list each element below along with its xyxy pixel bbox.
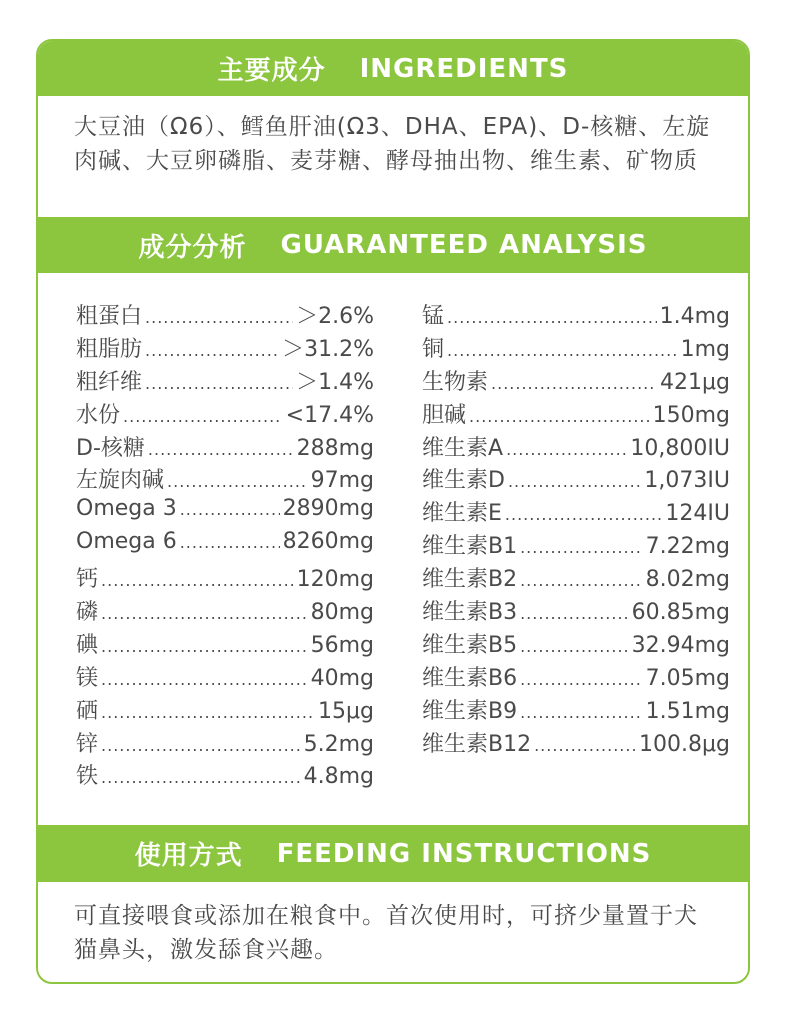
analysis-row bbox=[422, 431, 730, 464]
nutrient-value: ＞1.4% bbox=[296, 369, 374, 395]
analysis-row bbox=[76, 365, 374, 398]
ingredients-header bbox=[38, 41, 748, 96]
nutrient-value: 1mg bbox=[680, 336, 730, 362]
analysis-row bbox=[422, 299, 730, 332]
nutrient-value: 100.8μg bbox=[639, 731, 730, 757]
dot-leader bbox=[101, 571, 294, 590]
nutrient-name: 锌 bbox=[76, 731, 99, 757]
nutrient-value: 1.51mg bbox=[645, 698, 730, 724]
nutrient-name: 水份 bbox=[76, 402, 121, 428]
analysis-row bbox=[76, 529, 374, 562]
dot-leader bbox=[508, 472, 641, 491]
dot-leader bbox=[520, 538, 643, 557]
dot-leader bbox=[180, 533, 280, 552]
dot-leader bbox=[145, 374, 293, 393]
dot-leader bbox=[447, 308, 657, 327]
analysis-row bbox=[76, 628, 374, 661]
dot-leader bbox=[506, 440, 627, 459]
nutrient-name: 铁 bbox=[76, 764, 99, 790]
feeding-heading-zh: 使用方式 bbox=[134, 841, 243, 871]
nutrient-name: 维生素D bbox=[422, 468, 505, 494]
nutrient-value: 1.4mg bbox=[659, 304, 730, 329]
nutrient-name: 钙 bbox=[76, 567, 99, 593]
analysis-row bbox=[76, 694, 374, 727]
nutrient-name: 胆碱 bbox=[422, 402, 467, 428]
nutrient-value: 60.85mg bbox=[631, 600, 730, 626]
nutrient-name: 维生素B3 bbox=[422, 600, 518, 626]
nutrient-value: 120mg bbox=[296, 567, 374, 593]
analysis-header bbox=[38, 217, 748, 273]
dot-leader bbox=[520, 571, 643, 590]
analysis-row bbox=[76, 398, 374, 431]
nutrient-value: 150mg bbox=[652, 402, 730, 428]
nutrient-name: 维生素B5 bbox=[422, 632, 518, 658]
dot-leader bbox=[123, 407, 283, 426]
nutrient-name: 维生素B6 bbox=[422, 665, 518, 691]
analysis-row bbox=[76, 332, 374, 365]
nutrient-name: 维生素B2 bbox=[422, 567, 518, 593]
analysis-row bbox=[422, 628, 730, 661]
nutrient-value: 8260mg bbox=[282, 529, 374, 555]
analysis-row bbox=[76, 759, 374, 792]
nutrient-value: 40mg bbox=[310, 665, 374, 691]
dot-leader bbox=[145, 308, 293, 327]
feeding-heading-en: FEEDING INSTRUCTIONS bbox=[276, 838, 652, 869]
dot-leader bbox=[148, 440, 294, 459]
analysis-heading-en: GUARANTEED ANALYSIS bbox=[280, 230, 648, 260]
nutrient-name: 粗脂肪 bbox=[76, 336, 143, 362]
dot-leader bbox=[180, 500, 280, 519]
nutrient-value: 5.2mg bbox=[303, 731, 374, 757]
dot-leader bbox=[101, 768, 301, 787]
nutrient-name: 维生素E bbox=[422, 501, 502, 527]
nutrient-value: 7.22mg bbox=[645, 534, 730, 560]
nutrient-value: 4.8mg bbox=[303, 764, 374, 790]
nutrient-value: 7.05mg bbox=[645, 665, 730, 691]
ingredients-heading-en: INGREDIENTS bbox=[359, 53, 569, 84]
analysis-row bbox=[76, 562, 374, 595]
ingredients-heading-zh: 主要成分 bbox=[217, 56, 326, 86]
nutrient-value: 32.94mg bbox=[631, 632, 730, 658]
nutrient-name: 维生素B9 bbox=[422, 698, 518, 724]
nutrient-value: 56mg bbox=[310, 632, 374, 658]
analysis-heading-zh: 成分分析 bbox=[138, 232, 247, 263]
nutrient-name: 左旋肉碱 bbox=[76, 468, 165, 494]
nutrient-name: 粗纤维 bbox=[76, 369, 143, 395]
nutrient-value: ＞2.6% bbox=[296, 304, 374, 329]
nutrient-value: ＞31.2% bbox=[282, 336, 374, 362]
analysis-row bbox=[76, 727, 374, 760]
nutrient-name: 生物素 bbox=[422, 369, 489, 395]
dot-leader bbox=[520, 604, 629, 623]
analysis-row bbox=[422, 694, 730, 727]
dot-leader bbox=[491, 374, 657, 393]
dot-leader bbox=[520, 670, 643, 689]
nutrient-name: 镁 bbox=[76, 665, 99, 691]
nutrient-value: 10,800IU bbox=[630, 435, 730, 461]
analysis-row bbox=[422, 365, 730, 398]
analysis-row bbox=[422, 727, 730, 760]
nutrient-value: 1,073IU bbox=[644, 468, 730, 494]
analysis-row bbox=[76, 299, 374, 332]
nutrient-name: D-核糖 bbox=[76, 435, 145, 461]
nutrient-name: Omega 6 bbox=[76, 529, 177, 555]
dot-leader bbox=[101, 736, 301, 755]
ingredients-text: 大豆油（Ω6）、鳕鱼肝油(Ω3、DHA、EPA)、D-核糖、左旋肉碱、大豆卵磷脂、麦芽糖、酵母抽出物、维生素、矿物质 bbox=[74, 114, 711, 174]
nutrient-name: 粗蛋白 bbox=[76, 304, 143, 329]
nutrient-value: 80mg bbox=[310, 600, 374, 626]
analysis-row bbox=[422, 661, 730, 694]
nutrient-value: 124IU bbox=[665, 501, 730, 527]
dot-leader bbox=[101, 604, 308, 623]
nutrient-name: 维生素B1 bbox=[422, 534, 518, 560]
analysis-row bbox=[422, 463, 730, 496]
analysis-row bbox=[422, 529, 730, 562]
nutrient-value: 421μg bbox=[660, 369, 730, 395]
analysis-row bbox=[422, 398, 730, 431]
nutrient-name: 维生素B12 bbox=[422, 731, 532, 757]
analysis-row bbox=[422, 496, 730, 529]
nutrient-name: 铜 bbox=[422, 336, 445, 362]
dot-leader bbox=[167, 472, 308, 491]
analysis-row bbox=[76, 463, 374, 496]
dot-leader bbox=[101, 703, 315, 722]
analysis-row bbox=[76, 595, 374, 628]
nutrient-value: 15μg bbox=[318, 698, 374, 724]
dot-leader bbox=[447, 341, 678, 360]
nutrient-value: 2890mg bbox=[282, 496, 374, 522]
feeding-text: 可直接喂食或添加在粮食中。首次使用时，可挤少量置于犬猫鼻头，激发舔食兴趣。 bbox=[74, 903, 698, 963]
dot-leader bbox=[505, 505, 663, 524]
nutrient-value: <17.4% bbox=[285, 402, 374, 428]
dot-leader bbox=[520, 703, 643, 722]
nutrient-name: 磷 bbox=[76, 600, 99, 626]
analysis-row bbox=[422, 562, 730, 595]
analysis-row bbox=[76, 431, 374, 464]
dot-leader bbox=[101, 670, 308, 689]
analysis-list-left bbox=[76, 299, 374, 792]
nutrient-name: 维生素A bbox=[422, 435, 504, 461]
nutrient-name: 碘 bbox=[76, 632, 99, 658]
dot-leader bbox=[145, 341, 279, 360]
dot-leader bbox=[520, 637, 629, 656]
nutrient-value: 8.02mg bbox=[645, 567, 730, 593]
dot-leader bbox=[469, 407, 650, 426]
analysis-list-right bbox=[422, 299, 730, 759]
nutrient-value: 288mg bbox=[296, 435, 374, 461]
analysis-row bbox=[76, 661, 374, 694]
feeding-header bbox=[38, 825, 748, 882]
dot-leader bbox=[101, 637, 308, 656]
nutrient-value: 97mg bbox=[310, 468, 374, 494]
nutrient-name: Omega 3 bbox=[76, 496, 177, 522]
analysis-row bbox=[76, 496, 374, 529]
dot-leader bbox=[534, 736, 636, 755]
nutrient-name: 硒 bbox=[76, 698, 99, 724]
label-card bbox=[36, 39, 750, 984]
analysis-row bbox=[422, 332, 730, 365]
analysis-row bbox=[422, 595, 730, 628]
nutrient-name: 锰 bbox=[422, 304, 445, 329]
